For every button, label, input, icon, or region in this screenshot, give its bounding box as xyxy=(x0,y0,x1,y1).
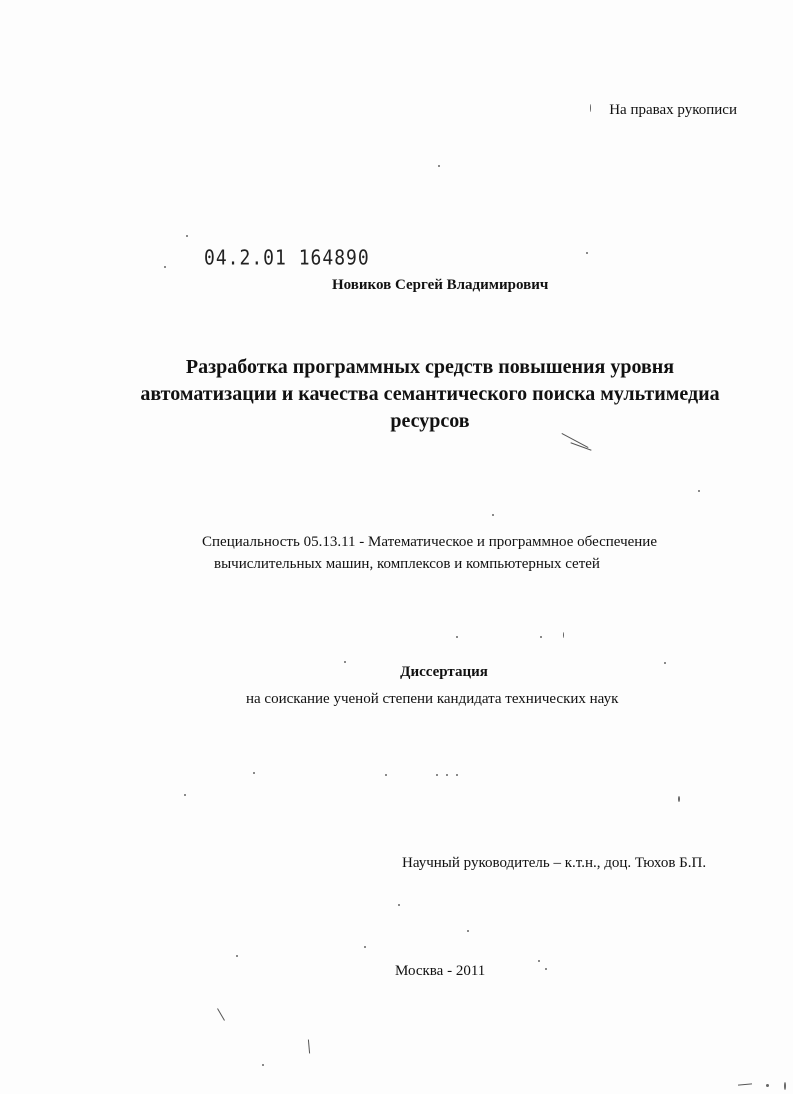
scan-speck xyxy=(184,794,186,796)
scan-speck xyxy=(766,1084,769,1087)
scan-speck xyxy=(563,632,564,638)
scan-speck xyxy=(186,235,188,237)
scan-speck xyxy=(456,774,458,776)
scan-speck xyxy=(678,796,680,802)
scan-speck xyxy=(492,514,494,516)
supervisor: Научный руководитель – к.т.н., доц. Тюхов Б.П. xyxy=(402,855,707,871)
specialty-line-1: Специальность 05.13.11 - Математическое и программное обеспечение xyxy=(202,534,657,550)
scan-speck xyxy=(385,774,387,776)
scan-scratch xyxy=(308,1039,310,1053)
scan-speck xyxy=(253,772,255,774)
scan-scratch xyxy=(738,1083,752,1085)
scan-scratch xyxy=(217,1008,225,1021)
thesis-title-line-3: ресурсов xyxy=(390,410,470,432)
scan-speck xyxy=(698,490,700,492)
scan-speck xyxy=(236,955,238,957)
scan-speck xyxy=(344,661,346,663)
thesis-title-line-2: автоматизации и качества семантического поиска мультимедиа xyxy=(140,383,720,405)
scan-speck xyxy=(784,1082,786,1090)
scan-scratch xyxy=(562,433,589,448)
scan-speck xyxy=(540,636,542,638)
thesis-label: Диссертация xyxy=(400,664,488,680)
scan-speck xyxy=(590,104,591,112)
scan-speck xyxy=(664,662,666,664)
scan-speck xyxy=(438,165,440,167)
scan-speck xyxy=(164,266,166,268)
scan-speck xyxy=(586,252,588,254)
thesis-title-line-1: Разработка программных средств повышения уровня xyxy=(185,356,675,378)
city-year: Москва - 2011 xyxy=(395,963,486,979)
scan-speck xyxy=(467,930,469,932)
scan-speck xyxy=(364,946,366,948)
scan-speck xyxy=(398,904,400,906)
scan-speck xyxy=(436,774,438,776)
rights-note: На правах рукописи xyxy=(609,102,737,118)
author-name: Новиков Сергей Владимирович xyxy=(332,277,549,293)
scan-speck xyxy=(262,1064,264,1066)
catalog-code-stamp: 04.2.01 164890 xyxy=(204,246,370,271)
scan-speck xyxy=(545,968,547,970)
scan-speck xyxy=(446,774,448,776)
thesis-degree: на соискание ученой степени кандидата технических наук xyxy=(246,691,619,707)
scan-speck xyxy=(538,960,540,962)
thesis-title xyxy=(60,354,793,435)
scan-speck xyxy=(456,636,458,638)
specialty-block xyxy=(202,531,657,575)
specialty-line-2: вычислительных машин, комплексов и компьютерных сетей xyxy=(214,556,600,572)
